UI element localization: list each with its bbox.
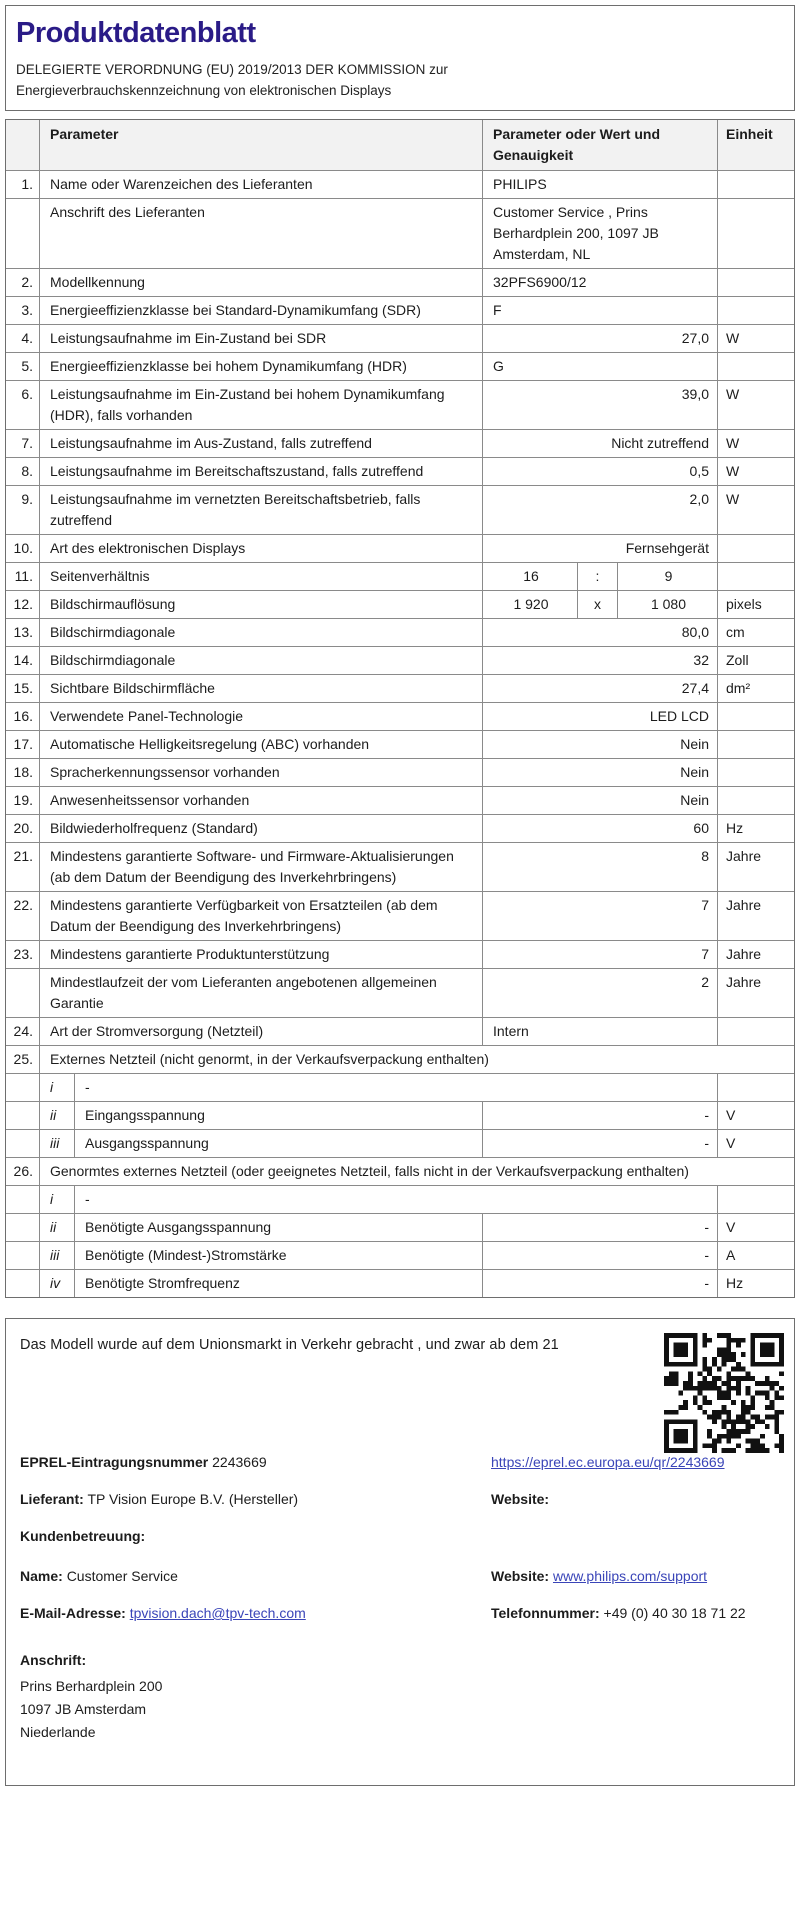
eprel-right bbox=[491, 1452, 780, 1473]
phone-label: Telefonnummer: bbox=[491, 1605, 600, 1621]
table-row bbox=[6, 1074, 794, 1102]
row-value: - bbox=[483, 1102, 718, 1129]
table-row bbox=[6, 703, 794, 731]
table-row bbox=[6, 1186, 794, 1214]
supplier-label: Lieferant: bbox=[20, 1491, 84, 1507]
row-number: 2. bbox=[6, 269, 40, 296]
row-value: PHILIPS bbox=[483, 171, 718, 198]
qr-code-image bbox=[664, 1333, 784, 1453]
table-row bbox=[6, 969, 794, 1018]
row-label: Seitenverhältnis bbox=[40, 563, 483, 590]
row-number: 13. bbox=[6, 619, 40, 646]
row-label: Mindestens garantierte Software- und Firmware-Aktualisierungen (ab dem Datum der Beendigung des Inverkehrbringens) bbox=[40, 843, 483, 891]
email-label: E-Mail-Adresse: bbox=[20, 1605, 126, 1621]
table-row bbox=[6, 941, 794, 969]
table-row bbox=[6, 458, 794, 486]
row-number: 22. bbox=[6, 892, 40, 940]
row-label: Ausgangsspannung bbox=[75, 1130, 483, 1157]
row-unit bbox=[718, 199, 794, 268]
row-value: - bbox=[483, 1270, 718, 1297]
table-row bbox=[6, 297, 794, 325]
row-label: Verwendete Panel-Technologie bbox=[40, 703, 483, 730]
row-label: Bildwiederholfrequenz (Standard) bbox=[40, 815, 483, 842]
row-number bbox=[6, 1130, 40, 1157]
row-value: 39,0 bbox=[483, 381, 718, 429]
row-number: 24. bbox=[6, 1018, 40, 1045]
row-unit bbox=[718, 353, 794, 380]
table-row bbox=[6, 787, 794, 815]
row-unit bbox=[718, 731, 794, 758]
row-number: 15. bbox=[6, 675, 40, 702]
row-number: 4. bbox=[6, 325, 40, 352]
row-number: 14. bbox=[6, 647, 40, 674]
row-label: Leistungsaufnahme im Ein-Zustand bei SDR bbox=[40, 325, 483, 352]
email-link[interactable]: tpvision.dach@tpv-tech.com bbox=[129, 1605, 306, 1621]
name-row bbox=[20, 1566, 780, 1587]
row-value: Customer Service , Prins Berhardplein 200, 1097 JB Amsterdam, NL bbox=[483, 199, 718, 268]
row-unit: Jahre bbox=[726, 897, 762, 913]
row-number: 16. bbox=[6, 703, 40, 730]
table-row bbox=[6, 731, 794, 759]
row-unit bbox=[718, 1074, 794, 1101]
row-label: Bildschirmdiagonale bbox=[40, 619, 483, 646]
row-unit bbox=[718, 703, 794, 730]
table-row bbox=[6, 486, 794, 535]
row-number: 12. bbox=[6, 591, 40, 618]
row-value: 7 bbox=[483, 941, 718, 968]
row-unit bbox=[718, 1018, 794, 1045]
row-unit: Jahre bbox=[726, 946, 762, 962]
row-label: Leistungsaufnahme im vernetzten Bereitschaftsbetrieb, falls zutreffend bbox=[40, 486, 483, 534]
row-value: Fernsehgerät bbox=[483, 535, 718, 562]
row-value: Nein bbox=[483, 759, 718, 786]
table-row bbox=[6, 535, 794, 563]
row-number: 26. bbox=[6, 1158, 40, 1185]
row-number bbox=[6, 199, 40, 268]
row-number bbox=[6, 1074, 40, 1101]
row-number: 6. bbox=[6, 381, 40, 429]
row-label: Name oder Warenzeichen des Lieferanten bbox=[40, 171, 483, 198]
customer-care-left bbox=[20, 1526, 491, 1547]
row-value: 32 bbox=[483, 647, 718, 674]
row-label: Energieeffizienzklasse bei hohem Dynamikumfang (HDR) bbox=[40, 353, 483, 380]
header-unit-cell: Einheit bbox=[726, 126, 773, 142]
row-subindex: iv bbox=[40, 1270, 75, 1297]
eprel-link[interactable]: https://eprel.ec.europa.eu/qr/2243669 bbox=[491, 1454, 725, 1470]
row-number: 18. bbox=[6, 759, 40, 786]
table-row bbox=[6, 1130, 794, 1158]
header-value-cell: Parameter oder Wert und Genauigkeit bbox=[483, 120, 718, 170]
row-unit: V bbox=[726, 1219, 736, 1235]
page-title: Produktdatenblatt bbox=[16, 17, 256, 49]
row-value: - bbox=[483, 1242, 718, 1269]
row-label: Anwesenheitssensor vorhanden bbox=[40, 787, 483, 814]
customer-care-row bbox=[20, 1526, 780, 1547]
regulation-subtitle bbox=[16, 59, 782, 101]
row-label: Bildschirmdiagonale bbox=[40, 647, 483, 674]
row-number: 17. bbox=[6, 731, 40, 758]
support-website-label: Website: bbox=[491, 1568, 550, 1584]
row-number: 25. bbox=[6, 1046, 40, 1073]
supplier-left bbox=[20, 1489, 491, 1510]
table-row bbox=[6, 381, 794, 430]
table-row bbox=[6, 1242, 794, 1270]
table-row bbox=[6, 843, 794, 892]
row-unit bbox=[718, 759, 794, 786]
name-label: Name: bbox=[20, 1568, 63, 1584]
row-number bbox=[6, 1270, 40, 1297]
table-row bbox=[6, 325, 794, 353]
row-number: 23. bbox=[6, 941, 40, 968]
row-unit: V bbox=[726, 1135, 736, 1151]
row-value-separator: x bbox=[578, 591, 618, 618]
table-row bbox=[6, 1270, 794, 1297]
website-label: Website: bbox=[491, 1491, 550, 1507]
address-label-row bbox=[20, 1650, 780, 1671]
row-value: 27,0 bbox=[483, 325, 718, 352]
row-value: 80,0 bbox=[483, 619, 718, 646]
row-value: LED LCD bbox=[483, 703, 718, 730]
phone-value: +49 (0) 40 30 18 71 22 bbox=[603, 1605, 746, 1621]
row-value: 8 bbox=[483, 843, 718, 891]
row-value: 2,0 bbox=[483, 486, 718, 534]
row-number bbox=[6, 1102, 40, 1129]
row-label: - bbox=[75, 1074, 718, 1101]
row-unit bbox=[718, 269, 794, 296]
eprel-number-label: EPREL-Eintragungsnummer bbox=[20, 1454, 209, 1470]
row-label: Art der Stromversorgung (Netzteil) bbox=[40, 1018, 483, 1045]
row-number: 21. bbox=[6, 843, 40, 891]
title-box bbox=[5, 5, 795, 111]
row-number: 19. bbox=[6, 787, 40, 814]
table-row bbox=[6, 591, 794, 619]
table-body bbox=[6, 171, 794, 1297]
row-subindex: i bbox=[40, 1186, 75, 1213]
email-row bbox=[20, 1603, 780, 1624]
row-unit: W bbox=[726, 463, 740, 479]
row-value-second: 1 080 bbox=[618, 591, 718, 618]
table-row bbox=[6, 892, 794, 941]
row-unit: Zoll bbox=[726, 652, 749, 668]
row-unit: Hz bbox=[726, 1275, 744, 1291]
row-label: Anschrift des Lieferanten bbox=[40, 199, 483, 268]
row-unit bbox=[718, 563, 794, 590]
row-unit: cm bbox=[726, 624, 745, 640]
row-subindex: ii bbox=[40, 1102, 75, 1129]
row-value: 60 bbox=[483, 815, 718, 842]
table-row bbox=[6, 171, 794, 199]
table-row bbox=[6, 1158, 794, 1186]
address-line: Prins Berhardplein 200 bbox=[20, 1678, 163, 1694]
name-left bbox=[20, 1566, 491, 1587]
row-value: 27,4 bbox=[483, 675, 718, 702]
row-unit: V bbox=[726, 1107, 736, 1123]
table-row bbox=[6, 1102, 794, 1130]
row-value: 2 bbox=[483, 969, 718, 1017]
row-unit: Hz bbox=[726, 820, 744, 836]
row-subindex: iii bbox=[40, 1130, 75, 1157]
row-unit: dm² bbox=[726, 680, 751, 696]
address-label: Anschrift: bbox=[20, 1652, 87, 1668]
row-unit: W bbox=[726, 435, 740, 451]
row-number: 20. bbox=[6, 815, 40, 842]
row-label: Mindestens garantierte Produktunterstützung bbox=[40, 941, 483, 968]
header-parameter-cell: Parameter bbox=[40, 120, 483, 170]
row-subindex: i bbox=[40, 1074, 75, 1101]
row-value: Nein bbox=[483, 787, 718, 814]
row-label: Bildschirmauflösung bbox=[40, 591, 483, 618]
row-value-separator: : bbox=[578, 563, 618, 590]
name-value: Customer Service bbox=[66, 1568, 178, 1584]
row-unit: Jahre bbox=[726, 974, 762, 990]
footer-box bbox=[5, 1318, 795, 1786]
row-label: Leistungsaufnahme im Bereitschaftszustand, falls zutreffend bbox=[40, 458, 483, 485]
table-row bbox=[6, 1018, 794, 1046]
row-label: Benötigte Ausgangsspannung bbox=[75, 1214, 483, 1241]
table-row bbox=[6, 1214, 794, 1242]
row-unit bbox=[718, 1186, 794, 1213]
row-label: Leistungsaufnahme im Ein-Zustand bei hohem Dynamikumfang (HDR), falls vorhanden bbox=[40, 381, 483, 429]
eprel-number-value: 2243669 bbox=[212, 1454, 267, 1470]
email-left bbox=[20, 1603, 491, 1624]
row-subindex: ii bbox=[40, 1214, 75, 1241]
address-lines bbox=[20, 1675, 780, 1744]
datasheet-table bbox=[5, 119, 795, 1298]
row-value: G bbox=[483, 353, 718, 380]
table-row bbox=[6, 675, 794, 703]
row-label: Spracherkennungssensor vorhanden bbox=[40, 759, 483, 786]
row-unit: A bbox=[726, 1247, 736, 1263]
row-unit: W bbox=[726, 386, 740, 402]
row-unit: Jahre bbox=[726, 848, 762, 864]
table-row bbox=[6, 1046, 794, 1074]
name-right bbox=[491, 1566, 780, 1587]
eprel-row bbox=[20, 1452, 780, 1473]
supplier-row bbox=[20, 1489, 780, 1510]
row-label-span: Externes Netzteil (nicht genormt, in der Verkaufsverpackung enthalten) bbox=[50, 1051, 489, 1067]
row-label: Mindestlaufzeit der vom Lieferanten angebotenen allgemeinen Garantie bbox=[40, 969, 483, 1017]
eprel-left bbox=[20, 1452, 491, 1473]
row-number: 3. bbox=[6, 297, 40, 324]
row-number: 11. bbox=[6, 563, 40, 590]
support-website-link[interactable]: www.philips.com/support bbox=[552, 1568, 708, 1584]
row-label: Automatische Helligkeitsregelung (ABC) vorhanden bbox=[40, 731, 483, 758]
row-number: 7. bbox=[6, 430, 40, 457]
table-row bbox=[6, 353, 794, 381]
table-row bbox=[6, 815, 794, 843]
row-value-second: 9 bbox=[618, 563, 718, 590]
table-header-row bbox=[6, 120, 794, 171]
row-number bbox=[6, 1242, 40, 1269]
supplier-right bbox=[491, 1489, 780, 1510]
row-number: 9. bbox=[6, 486, 40, 534]
regulation-subtitle-line1: DELEGIERTE VERORDNUNG (EU) 2019/2013 DER KOMMISSION zur bbox=[16, 62, 448, 77]
row-subindex: iii bbox=[40, 1242, 75, 1269]
row-value: 7 bbox=[483, 892, 718, 940]
row-label: Art des elektronischen Displays bbox=[40, 535, 483, 562]
row-label: - bbox=[75, 1186, 718, 1213]
row-unit bbox=[718, 787, 794, 814]
table-row bbox=[6, 759, 794, 787]
row-unit: pixels bbox=[726, 596, 762, 612]
row-unit: W bbox=[726, 491, 740, 507]
row-value: F bbox=[483, 297, 718, 324]
row-number bbox=[6, 969, 40, 1017]
regulation-subtitle-line2: Energieverbrauchskennzeichnung von elektronischen Displays bbox=[16, 83, 392, 98]
row-value: Intern bbox=[483, 1018, 718, 1045]
row-value: - bbox=[483, 1130, 718, 1157]
table-row bbox=[6, 430, 794, 458]
table-row bbox=[6, 619, 794, 647]
row-label-span: Genormtes externes Netzteil (oder geeignetes Netzteil, falls nicht in der Verkaufsverpackung enthalten) bbox=[50, 1163, 689, 1179]
row-number: 5. bbox=[6, 353, 40, 380]
row-label: Energieeffizienzklasse bei Standard-Dynamikumfang (SDR) bbox=[40, 297, 483, 324]
row-value: Nicht zutreffend bbox=[483, 430, 718, 457]
market-intro-text: Das Modell wurde auf dem Unionsmarkt in Verkehr gebracht , und zwar ab dem 21 bbox=[20, 1337, 559, 1353]
row-label: Sichtbare Bildschirmfläche bbox=[40, 675, 483, 702]
row-label: Modellkennung bbox=[40, 269, 483, 296]
row-label: Benötigte Stromfrequenz bbox=[75, 1270, 483, 1297]
address-line: Niederlande bbox=[20, 1724, 96, 1740]
table-row bbox=[6, 269, 794, 297]
row-label: Mindestens garantierte Verfügbarkeit von Ersatzteilen (ab dem Datum der Beendigung des Inverkehrbringens) bbox=[40, 892, 483, 940]
row-value: 32PFS6900/12 bbox=[483, 269, 718, 296]
row-unit bbox=[718, 535, 794, 562]
address-line: 1097 JB Amsterdam bbox=[20, 1701, 147, 1717]
row-number bbox=[6, 1214, 40, 1241]
phone-right bbox=[491, 1603, 780, 1624]
row-value: 0,5 bbox=[483, 458, 718, 485]
row-number: 1. bbox=[6, 171, 40, 198]
row-number: 8. bbox=[6, 458, 40, 485]
row-unit bbox=[718, 297, 794, 324]
row-value: Nein bbox=[483, 731, 718, 758]
header-number-cell bbox=[6, 120, 40, 170]
row-number bbox=[6, 1186, 40, 1213]
row-label: Benötigte (Mindest-)Stromstärke bbox=[75, 1242, 483, 1269]
row-label: Eingangsspannung bbox=[75, 1102, 483, 1129]
customer-care-label: Kundenbetreuung: bbox=[20, 1528, 146, 1544]
row-unit bbox=[718, 171, 794, 198]
row-number: 10. bbox=[6, 535, 40, 562]
row-label: Leistungsaufnahme im Aus-Zustand, falls zutreffend bbox=[40, 430, 483, 457]
table-row bbox=[6, 563, 794, 591]
row-value-first: 1 920 bbox=[483, 591, 578, 618]
row-value-first: 16 bbox=[483, 563, 578, 590]
row-unit: W bbox=[726, 330, 740, 346]
table-row bbox=[6, 199, 794, 269]
row-value: - bbox=[483, 1214, 718, 1241]
table-row bbox=[6, 647, 794, 675]
supplier-value: TP Vision Europe B.V. (Hersteller) bbox=[87, 1491, 299, 1507]
